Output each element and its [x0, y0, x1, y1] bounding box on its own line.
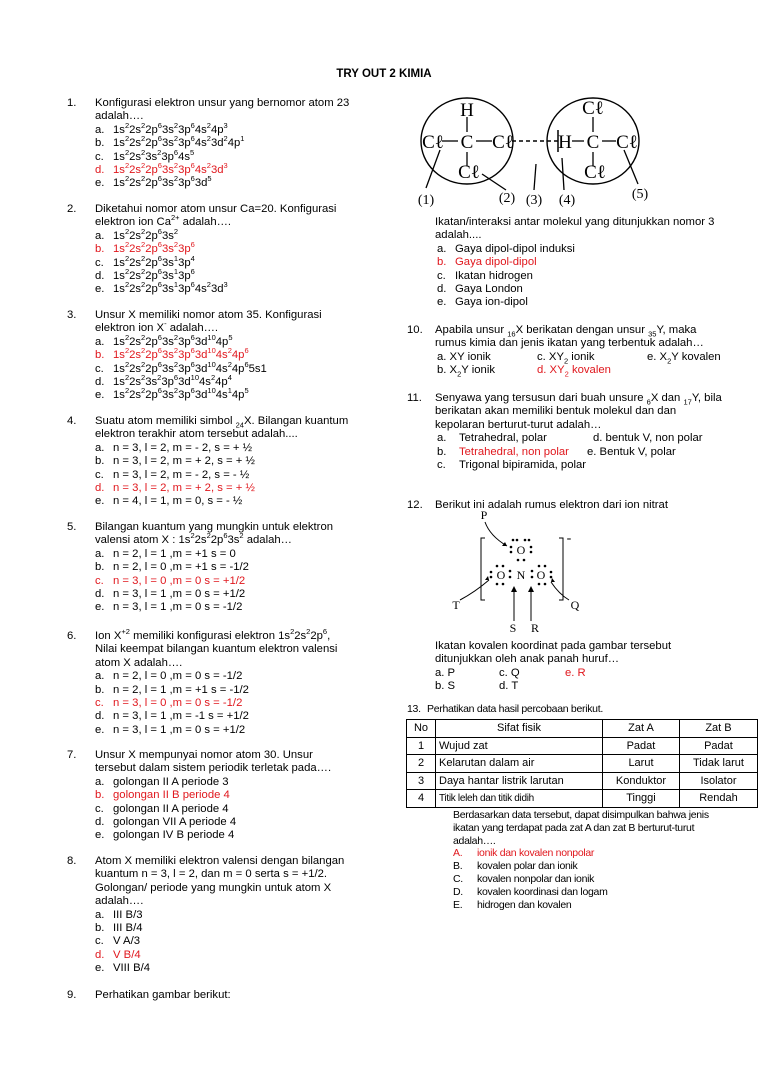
- arrow-label-q: Q: [570, 598, 580, 612]
- arrow-label-p: P: [480, 508, 488, 522]
- question-3: [67, 309, 367, 403]
- question-13-prompt-line: ikatan yang terdapat pada zat A dan zat B berturut-turut: [453, 821, 695, 834]
- option-letter: A.: [453, 847, 463, 860]
- question-13-stem: Perhatikan data hasil percobaan berikut.: [427, 703, 603, 715]
- question-12-prompt-line: Ikatan kovalen koordinat pada gambar tersebut: [435, 640, 672, 652]
- option-b[interactable]: Tetrahedral, non polar: [459, 445, 569, 458]
- table-cell: 3: [407, 772, 436, 790]
- question-9-number: 9.: [67, 989, 77, 1001]
- table-row: [407, 790, 758, 808]
- option-letter: c.: [95, 256, 104, 269]
- option-b[interactable]: b. S: [435, 680, 456, 693]
- option-c[interactable]: [67, 697, 367, 710]
- option-letter: d.: [95, 948, 105, 961]
- option-text: golongan II A periode 3: [113, 775, 229, 788]
- option-d[interactable]: [67, 816, 367, 829]
- option-letter: c.: [95, 802, 104, 815]
- option-letter: c.: [95, 935, 104, 948]
- q4-stem: [67, 415, 367, 442]
- option-c[interactable]: c. Q: [499, 666, 520, 679]
- option-letter: b.: [95, 683, 105, 696]
- option-e[interactable]: e. $X_2Y$ kovalen: [647, 350, 721, 366]
- q2-number: 2.: [67, 203, 77, 215]
- option-text: V A/3: [113, 935, 141, 948]
- option-a[interactable]: Tetrahedral, polar: [459, 432, 547, 445]
- option-text: golongan II A periode 4: [113, 802, 229, 815]
- q6-stem: [67, 627, 367, 670]
- option-letter: d.: [95, 270, 105, 283]
- option-d[interactable]: [407, 283, 762, 296]
- option-text: n = 3, l = 1 ,m = 0 s = -1/2: [113, 601, 243, 614]
- option-d[interactable]: d. bentuk V, non polar: [593, 432, 703, 445]
- option-b[interactable]: [67, 346, 367, 362]
- option-d[interactable]: [407, 886, 762, 899]
- q7-stem: [67, 749, 367, 776]
- option-e[interactable]: [67, 386, 367, 402]
- option-text: $1s^22s^22p^63s^23p^6$: [113, 240, 195, 256]
- q5-stem-line: Bilangan kuantum yang mungkin untuk elektron: [95, 521, 334, 533]
- option-e[interactable]: [67, 174, 367, 190]
- option-letter: c.: [95, 697, 104, 710]
- option-letter: a.: [95, 229, 105, 242]
- table-row: [407, 755, 758, 773]
- table-header: No: [407, 720, 436, 738]
- q5-number: 5.: [67, 521, 77, 533]
- option-c[interactable]: [67, 253, 367, 270]
- option-e[interactable]: [407, 899, 762, 912]
- question-4: [67, 415, 367, 509]
- option-text: $1s^22s^22p^63s^23p^64s^23d^3$: [113, 161, 228, 177]
- question-13: [407, 703, 762, 716]
- option-a[interactable]: [67, 121, 367, 137]
- option-c[interactable]: [67, 359, 367, 376]
- h-atom-left: H: [460, 100, 474, 121]
- option-b[interactable]: [67, 561, 367, 574]
- option-letter: e.: [95, 283, 105, 296]
- q2-stem-line: Diketahui nomor atom unsur Ca=20. Konfigurasi: [95, 203, 337, 215]
- option-text: n = 3, l = 2, m = + 2, s = + ½: [113, 455, 255, 468]
- option-letter: a.: [437, 242, 447, 255]
- q6-stem-line: Ion $X^{+2}$ memiliki konfigurasi elektron $1s^22s^22p^6$,: [95, 627, 331, 642]
- table-header-row: [407, 720, 758, 738]
- table-cell: Padat: [679, 737, 757, 755]
- option-a[interactable]: [67, 909, 367, 922]
- q4-stem-line: elektron terakhir atom tersebut adalah....: [95, 428, 298, 441]
- option-letter: d.: [95, 710, 105, 723]
- option-e[interactable]: [67, 724, 367, 737]
- q8-stem: [67, 855, 367, 909]
- option-letter: b.: [95, 243, 105, 256]
- question-11-stem-line: berikatan akan memiliki bentuk molekul dan dan: [435, 405, 677, 418]
- option-letter: D.: [453, 885, 463, 898]
- option-b[interactable]: [67, 455, 367, 468]
- option-b[interactable]: [67, 240, 367, 256]
- charge-sign: -: [566, 531, 572, 546]
- q2-stem: [67, 203, 367, 230]
- nitrogen: N: [516, 568, 526, 582]
- option-text: V B/4: [113, 948, 141, 961]
- option-letter: e.: [437, 296, 447, 309]
- table-cell: 1: [407, 737, 436, 755]
- option-text: Gaya dipol-dipol induksi: [455, 242, 575, 255]
- question-9-prompt-line: Ikatan/interaksi antar molekul yang ditunjukkan nomor 3: [435, 216, 715, 228]
- option-text: n = 3, l = 1 ,m = 0 s = +1/2: [113, 588, 246, 601]
- option-c[interactable]: [67, 147, 367, 164]
- q8-stem-line: Atom X memiliki elektron valensi dengan bilangan: [95, 855, 345, 867]
- option-letter: e.: [95, 177, 105, 190]
- arrow-label-r: R: [530, 621, 540, 635]
- option-b[interactable]: [67, 922, 367, 935]
- option-c-label: c.: [437, 459, 446, 471]
- option-letter: E.: [453, 898, 463, 911]
- option-letter: c.: [95, 150, 104, 163]
- q5-stem: [67, 521, 367, 548]
- table-cell: Padat: [603, 737, 680, 755]
- option-d[interactable]: [67, 949, 367, 962]
- option-text: n = 3, l = 1 ,m = 0 s = +1/2: [113, 723, 246, 736]
- cl-atom-left-1: Cℓ: [422, 132, 444, 153]
- arrow-label-t: T: [452, 598, 460, 612]
- option-text: $1s^22s^22p^63s^23p^63d^{10}4s^14p^5$: [113, 386, 249, 402]
- option-e[interactable]: [407, 296, 762, 309]
- figure-label-3: (3): [525, 193, 543, 208]
- q4-stem-line: Suatu atom memiliki simbol $_{24}$X. Bilangan kuantum: [95, 415, 349, 430]
- option-e[interactable]: [67, 601, 367, 614]
- option-text: golongan II B periode 4: [113, 789, 230, 802]
- question-13-prompt-line: adalah….: [453, 834, 496, 847]
- cl-atom-left-3: Cℓ: [458, 162, 480, 183]
- option-c[interactable]: [67, 469, 367, 482]
- question-10-number: 10.: [407, 324, 423, 336]
- oxygen-left: O: [496, 568, 506, 582]
- q3-number: 3.: [67, 309, 77, 321]
- option-letter: e.: [95, 723, 105, 736]
- option-text: n = 4, l = 1, m = 0, s = - ½: [113, 495, 243, 508]
- option-d[interactable]: [67, 710, 367, 723]
- q8-stem-line: kuantum n = 3, l = 2, dan m = 0 serta s = +1/2.: [95, 868, 328, 881]
- option-d[interactable]: [67, 373, 367, 389]
- q1-number: 1.: [67, 97, 77, 109]
- option-letter: a.: [95, 441, 105, 454]
- option-text: $1s^22s^22p^63s^23p^63d^5$: [113, 174, 212, 190]
- option-letter: d.: [437, 283, 447, 296]
- question-13-body: [407, 809, 762, 911]
- option-text: n = 3, l = 0 ,m = 0 s = +1/2: [113, 574, 246, 587]
- q3-stem: [67, 309, 367, 336]
- option-e[interactable]: [67, 829, 367, 842]
- q1-stem: [67, 97, 367, 124]
- table-cell: Tinggi: [603, 790, 680, 808]
- data-table: [406, 719, 758, 808]
- table-cell: Isolator: [679, 772, 757, 790]
- table-cell: 4: [407, 790, 436, 808]
- table-cell: Titik leleh dan titik didih: [436, 790, 603, 808]
- option-letter: a.: [95, 335, 105, 348]
- figure-label-2: (2): [498, 191, 516, 206]
- option-a[interactable]: [67, 776, 367, 789]
- option-c[interactable]: [407, 270, 762, 283]
- option-text: n = 2, l = 1 ,m = +1 s = 0: [113, 547, 236, 560]
- table-row: [407, 772, 758, 790]
- option-d[interactable]: d. $XY_2$ kovalen: [537, 364, 611, 379]
- option-letter: d.: [95, 816, 105, 829]
- option-text: Gaya London: [455, 283, 523, 296]
- q1-stem-line: adalah….: [95, 110, 144, 123]
- question-12-body: [407, 640, 762, 694]
- q7-stem-line: Unsur X mempunyai nomor atom 30. Unsur: [95, 749, 313, 761]
- table-header: Zat A: [603, 720, 680, 738]
- table-cell: 2: [407, 755, 436, 773]
- option-letter: b.: [95, 561, 105, 574]
- option-letter: a.: [95, 123, 105, 136]
- figure-label-1: (1): [417, 193, 435, 208]
- table-header: Sifat fisik: [436, 720, 603, 738]
- question-2: [67, 203, 367, 297]
- option-text: n = 3, l = 2, m = - 2, s = + ½: [113, 441, 253, 454]
- option-text: $1s^22s^22p^63s^13p^6$: [113, 267, 195, 283]
- figure-label-4: (4): [558, 193, 576, 208]
- question-13-number: 13.: [407, 703, 421, 715]
- q2-stem-line: elektron ion $Ca^{2+}$ adalah….: [95, 213, 232, 229]
- option-letter: e.: [95, 495, 105, 508]
- option-text: $1s^22s^22p^63s^23p^63d^{10}4s^24p^65s1$: [113, 359, 267, 375]
- option-text: $1s^22s^23s^23p^64s^5$: [113, 147, 195, 163]
- question-13-prompt-line: Berdasarkan data tersebut, dapat disimpulkan bahwa jenis: [453, 809, 709, 821]
- option-text: n = 3, l = 0 ,m = 0 s = -1/2: [113, 697, 243, 710]
- nitrate-electron-diagram: [445, 508, 605, 636]
- option-letter: c.: [437, 269, 446, 282]
- option-text: kovalen koordinasi dan logam: [477, 885, 608, 898]
- option-text: kovalen nonpolar dan ionik: [477, 872, 595, 885]
- option-c[interactable]: [67, 935, 367, 948]
- h-atom-right: H: [558, 132, 572, 153]
- c-atom-right: C: [586, 132, 600, 153]
- option-letter: d.: [95, 588, 105, 601]
- option-a[interactable]: [67, 442, 367, 455]
- option-b[interactable]: [67, 134, 367, 150]
- option-letter: b.: [95, 455, 105, 468]
- table-cell: Tidak larut: [679, 755, 757, 773]
- option-letter: e.: [95, 601, 105, 614]
- option-letter: a.: [95, 670, 105, 683]
- option-letter: c.: [95, 362, 104, 375]
- option-text: $1s^22s^22p^63s^23p^64s^23d^24p^1$: [113, 134, 245, 150]
- option-letter: c.: [95, 574, 104, 587]
- option-d[interactable]: [67, 588, 367, 601]
- question-11: [407, 392, 762, 472]
- option-c[interactable]: Trigonal bipiramida, polar: [459, 459, 587, 471]
- option-c[interactable]: [407, 873, 762, 886]
- dichloromethane-diagram: [412, 94, 674, 210]
- option-text: n = 3, l = 2, m = - 2, s = - ½: [113, 468, 250, 481]
- question-6: [67, 627, 367, 737]
- table-cell: Daya hantar listrik larutan: [436, 772, 603, 790]
- cl-atom-left-2: Cℓ: [492, 132, 514, 153]
- option-letter: d.: [95, 482, 105, 495]
- option-c[interactable]: c. $XY_2$ ionik: [537, 350, 595, 366]
- q8-stem-line: adalah….: [95, 895, 144, 908]
- option-e[interactable]: [67, 280, 367, 296]
- option-text: hidrogen dan kovalen: [477, 898, 572, 911]
- question-12-number: 12.: [407, 499, 423, 511]
- option-a[interactable]: a. P: [435, 666, 456, 679]
- option-text: n = 2, l = 1 ,m = +1 s = -1/2: [113, 683, 249, 696]
- option-e[interactable]: e. R: [565, 666, 586, 679]
- table-cell: Wujud zat: [436, 737, 603, 755]
- option-b[interactable]: [67, 684, 367, 697]
- option-e[interactable]: [67, 962, 367, 975]
- table-row: [407, 737, 758, 755]
- q7-number: 7.: [67, 749, 77, 761]
- q3-stem-line: elektron ion X- adalah….: [95, 319, 219, 335]
- q6-stem-line: Nilai keempat bilangan kuantum elektron valensi: [95, 643, 338, 656]
- option-c[interactable]: [67, 803, 367, 816]
- option-a[interactable]: [67, 548, 367, 561]
- option-text: $1s^22s^22p^63s^23p^63d^{10}4p^5$: [113, 333, 233, 348]
- option-letter: d.: [95, 376, 105, 389]
- question-1: [67, 97, 367, 191]
- option-letter: b.: [95, 789, 105, 802]
- option-letter: a.: [95, 908, 105, 921]
- option-text: $1s^22s^22p^63s^2$: [113, 227, 179, 242]
- option-letter: c.: [95, 468, 104, 481]
- option-text: Gaya dipol-dipol: [455, 256, 537, 269]
- option-letter: e.: [95, 962, 105, 975]
- option-text: III B/3: [113, 908, 143, 921]
- q8-stem-line: Golongan/ periode yang mungkin untuk atom X: [95, 881, 332, 894]
- option-d[interactable]: [67, 267, 367, 283]
- option-text: n = 3, l = 1 ,m = -1 s = +1/2: [113, 710, 249, 723]
- option-letter: e.: [95, 829, 105, 842]
- option-a-label: a.: [437, 432, 447, 445]
- option-b-label: b.: [437, 445, 447, 458]
- table-cell: Kelarutan dalam air: [436, 755, 603, 773]
- q6-stem-line: atom X adalah….: [95, 656, 183, 669]
- option-d[interactable]: [67, 482, 367, 495]
- table-header: Zat B: [679, 720, 757, 738]
- option-letter: e.: [95, 389, 105, 402]
- q5-stem-line: valensi atom X : $1s^22s^22p^63s^2$ adalah…: [95, 531, 292, 547]
- q4-number: 4.: [67, 415, 77, 427]
- question-12-stem: Berikut ini adalah rumus elektron dari ion nitrat: [435, 499, 668, 511]
- question-9-prompt-line: adalah....: [435, 229, 482, 242]
- option-letter: a.: [95, 547, 105, 560]
- question-9-body: [407, 216, 762, 310]
- option-text: $1s^22s^22p^63s^23p^64s^24p^3$: [113, 121, 228, 136]
- q7-stem-line: tersebut dalam sistem periodik terletak pada….: [95, 762, 332, 775]
- option-e[interactable]: [67, 495, 367, 508]
- q3-stem-line: Unsur X memiliki nomor atom 35. Konfigurasi: [95, 309, 322, 321]
- question-11-stem-line: kepolaran berturut-turut adalah…: [435, 418, 602, 431]
- question-8: [67, 855, 367, 976]
- question-11-number: 11.: [407, 392, 422, 404]
- option-text: ionik dan kovalen nonpolar: [477, 847, 595, 860]
- option-d[interactable]: [67, 161, 367, 177]
- option-letter: b.: [95, 137, 105, 150]
- table-cell: Rendah: [679, 790, 757, 808]
- option-letter: b.: [95, 922, 105, 935]
- arrow-label-s: S: [509, 621, 517, 635]
- question-10: [407, 324, 762, 378]
- option-e[interactable]: e. Bentuk V, polar: [587, 445, 676, 458]
- option-a[interactable]: [407, 847, 762, 860]
- table-cell: Larut: [603, 755, 680, 773]
- option-a[interactable]: [67, 333, 367, 349]
- option-text: III B/4: [113, 922, 143, 935]
- option-letter: b.: [95, 349, 105, 362]
- question-12-prompt-line: ditunjukkan oleh anak panah huruf…: [435, 653, 620, 666]
- question-5: [67, 521, 367, 615]
- option-text: $1s^22s^23s^23p^63d^{10}4s^24p^4$: [113, 373, 232, 389]
- cl-atom-right-3: Cℓ: [584, 162, 606, 183]
- option-b[interactable]: [407, 256, 762, 269]
- question-7: [67, 749, 367, 843]
- oxygen-top: O: [516, 543, 526, 557]
- cl-atom-right-1: Cℓ: [582, 98, 604, 119]
- option-b[interactable]: [407, 860, 762, 873]
- option-text: VIII B/4: [113, 962, 151, 975]
- option-letter: d.: [95, 164, 105, 177]
- option-text: Gaya ion-dipol: [455, 296, 528, 309]
- option-letter: a.: [95, 775, 105, 788]
- option-text: n = 3, l = 2, m = + 2, s = + ½: [113, 482, 255, 495]
- q1-stem-line: Konfigurasi elektron unsur yang bernomor atom 23: [95, 97, 350, 109]
- option-text: Ikatan hidrogen: [455, 269, 533, 282]
- option-a[interactable]: a. XY ionik: [437, 350, 491, 363]
- q6-number: 6.: [67, 630, 77, 642]
- table-cell: Konduktor: [603, 772, 680, 790]
- option-text: kovalen polar dan ionik: [477, 860, 578, 873]
- page-title: TRY OUT 2 KIMIA: [336, 68, 432, 80]
- option-a[interactable]: [67, 670, 367, 683]
- option-text: $1s^22s^22p^63s^13p^4$: [113, 253, 195, 269]
- question-11-stem-line: Senyawa yang tersusun dari buah unsure $_6$X dan $_{17}$Y, bila: [435, 392, 722, 407]
- option-letter: C.: [453, 872, 463, 885]
- option-text: $1s^22s^22p^63s^13p^64s^23d^3$: [113, 280, 228, 296]
- figure-label-5: (5): [631, 187, 649, 202]
- option-text: n = 2, l = 0 ,m = +1 s = -1/2: [113, 561, 249, 574]
- option-d[interactable]: d. T: [499, 680, 519, 693]
- option-letter: b.: [437, 256, 447, 269]
- question-9-text: Perhatikan gambar berikut:: [95, 989, 231, 1001]
- option-b[interactable]: [67, 789, 367, 802]
- option-c[interactable]: [67, 575, 367, 588]
- question-9-prompt: [407, 216, 762, 243]
- question-10-stem-line: rumus kimia dan jenis ikatan yang terbentuk adalah…: [435, 337, 704, 350]
- option-a[interactable]: [407, 243, 762, 256]
- cl-atom-right-2: Cℓ: [616, 132, 638, 153]
- option-text: $1s^22s^22p^63s^23p^63d^{10}4s^24p^6$: [113, 346, 249, 362]
- option-text: golongan VII A periode 4: [113, 816, 237, 829]
- option-letter: B.: [453, 860, 463, 873]
- option-text: n = 2, l = 0 ,m = 0 s = -1/2: [113, 670, 243, 683]
- option-text: golongan IV B periode 4: [113, 829, 235, 842]
- c-atom-left: C: [460, 132, 474, 153]
- option-b[interactable]: b. $X_2Y$ ionik: [437, 364, 495, 379]
- question-9-stem: [67, 989, 367, 1002]
- question-10-stem-line: Apabila unsur $_{16}$X berikatan dengan unsur $_{35}$Y, maka: [435, 324, 697, 339]
- option-a[interactable]: [67, 227, 367, 243]
- q8-number: 8.: [67, 855, 77, 867]
- oxygen-right: O: [536, 568, 546, 582]
